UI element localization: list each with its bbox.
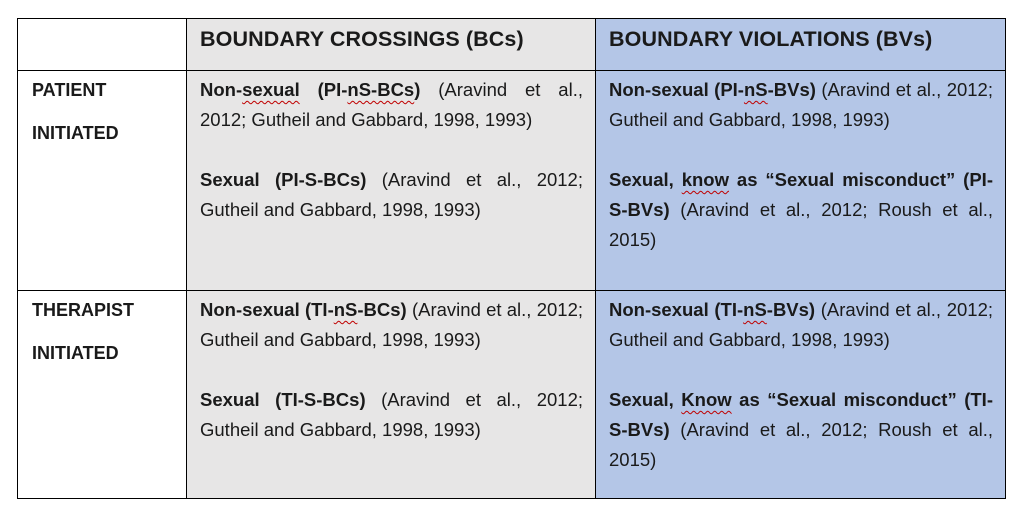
bv-sexual-entry: [609, 385, 993, 475]
bv-sexual-entry: [609, 165, 993, 255]
entry-bold: ): [414, 79, 421, 100]
bc-nonsexual-entry: [200, 295, 583, 355]
entry-bold-spellcheck: Know: [681, 389, 732, 410]
header-row: [18, 19, 1006, 71]
row-patient-initiated: [18, 71, 1006, 291]
entry-citation: (Aravind et al., 2012; Gutheil and Gabbard, 1998, 1993): [609, 299, 993, 350]
entry-citation: (Aravind et al., 2012; Gutheil and Gabbard, 1998, 1993): [200, 299, 583, 350]
entry-bold: Non-sexual (TI-: [609, 299, 744, 320]
bc-sexual-entry: [200, 385, 583, 445]
entry-bold-spellcheck: nS: [333, 299, 358, 320]
entry-bold-spellcheck: sexual: [242, 79, 300, 100]
entry-bold-spellcheck: nS: [743, 299, 767, 320]
entry-bold: Sexual,: [609, 389, 682, 410]
entry-citation: (Aravind et al., 2012; Gutheil and Gabbard, 1998, 1993): [200, 79, 583, 130]
bv-nonsexual-entry: [609, 295, 993, 355]
entry-bold: -BVs): [767, 79, 816, 100]
row-label: [18, 291, 186, 364]
header-empty-cell: [18, 19, 187, 71]
entry-citation: (Aravind et al., 2012; Roush et al., 2015): [609, 199, 993, 250]
header-boundary-crossings: [187, 19, 596, 71]
entry-bold: -BVs): [766, 299, 816, 320]
bc-cell: [187, 71, 596, 291]
bv-cell: [596, 291, 1006, 499]
entry-citation: (Aravind et al., 2012; Roush et al., 2015): [609, 419, 993, 470]
bc-sexual-entry: [200, 165, 583, 225]
bc-cell-content: [187, 291, 595, 445]
entry-citation: (Aravind et al., 2012; Gutheil and Gabbard, 1998, 1993): [200, 169, 583, 220]
row-label-line2: INITIATED: [32, 343, 119, 363]
entry-citation: (Aravind et al., 2012; Gutheil and Gabbard, 1998, 1993): [609, 79, 993, 130]
entry-citation: (Aravind et al., 2012; Gutheil and Gabbard, 1998, 1993): [200, 389, 583, 440]
entry-bold: as “Sexual misconduct” (PI-S-BVs): [609, 169, 993, 220]
entry-bold: as “Sexual misconduct” (TI-S-BVs): [609, 389, 993, 440]
bv-cell-content: [596, 291, 1005, 475]
row-label-line1: THERAPIST: [32, 300, 135, 320]
entry-bold: Non-sexual (PI-: [609, 79, 744, 100]
entry-bold-spellcheck: nS-BCs: [347, 79, 415, 100]
row-label: [18, 71, 186, 144]
row-label-line1: PATIENT: [32, 80, 107, 100]
entry-bold: Non-: [200, 79, 243, 100]
entry-bold-spellcheck: know: [681, 169, 729, 190]
row-label-cell: [18, 291, 187, 499]
bc-cell-content: [187, 71, 595, 225]
entry-bold: (PI-: [299, 79, 348, 100]
entry-bold: Sexual (PI-S-BCs): [200, 169, 367, 190]
bv-cell: [596, 71, 1006, 291]
entry-bold: Sexual,: [609, 169, 682, 190]
bv-nonsexual-entry: [609, 75, 993, 135]
boundary-table: [17, 18, 1006, 499]
header-col2-label: BOUNDARY VIOLATIONS (BVs): [609, 27, 933, 51]
bc-nonsexual-entry: [200, 75, 583, 135]
header-col1-label: BOUNDARY CROSSINGS (BCs): [200, 27, 524, 51]
entry-bold-spellcheck: nS: [743, 79, 768, 100]
bv-cell-content: [596, 71, 1005, 255]
row-label-line2: INITIATED: [32, 123, 119, 143]
row-therapist-initiated: [18, 291, 1006, 499]
entry-bold: Sexual (TI-S-BCs): [200, 389, 366, 410]
bc-cell: [187, 291, 596, 499]
row-label-cell: [18, 71, 187, 291]
entry-bold: Non-sexual (TI-: [200, 299, 334, 320]
header-boundary-violations: [596, 19, 1006, 71]
entry-bold: -BCs): [357, 299, 407, 320]
